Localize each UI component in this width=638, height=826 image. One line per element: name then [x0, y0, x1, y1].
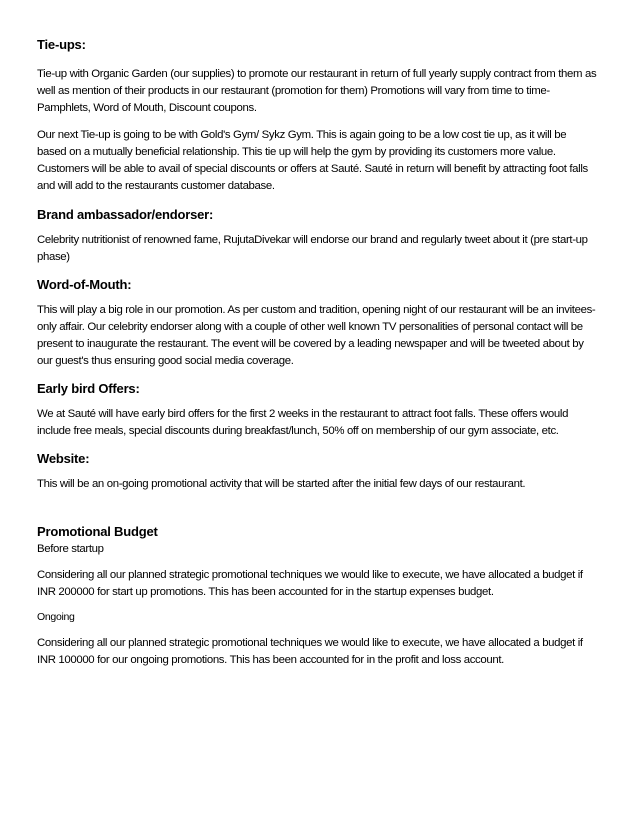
word-of-mouth-heading: Word-of-Mouth:: [37, 277, 132, 292]
website-heading: Website:: [37, 451, 90, 466]
document-page: [37, 36, 597, 669]
early-bird-heading: Early bird Offers:: [37, 381, 140, 396]
before-startup-paragraph: Considering all our planned strategic promotional techniques we would like to execute, we have allocated a budget if INR 200000 for start up promotions. This has been accounted for in the startup expenses budget.: [37, 569, 583, 598]
tieups-paragraph-2: Our next Tie-up is going to be with Gold's Gym/ Sykz Gym. This is again going to be a low cost tie up, as it will be based on a mutually beneficial relationship. This tie up will help the gym by providing its customers more value. Customers will be able to avail of special discounts or offers at Sauté. Sauté in return will benefit by attracting foot falls and will add to the restaurants customer database.: [37, 129, 588, 192]
tieups-paragraph-1: Tie-up with Organic Garden (our supplies) to promote our restaurant in return of full yearly supply contract from them as well as mention of their products in our restaurant (promotion for them) Promotions will vary from time to time- Pamphlets, Word of Mouth, Discount coupons.: [37, 68, 597, 114]
tieups-heading: Tie-ups:: [37, 37, 86, 52]
brand-ambassador-heading: Brand ambassador/endorser:: [37, 207, 214, 222]
word-of-mouth-paragraph: This will play a big role in our promotion. As per custom and tradition, opening night of our restaurant will be an invitees-only affair. Our celebrity endorser along with a couple of other well known TV personalities of personal contact will be present to inaugurate the restaurant. The event will be covered by a leading newspaper and will be tweeted about by our guest's thus ensuring good social media coverage.: [37, 304, 596, 367]
early-bird-paragraph: We at Sauté will have early bird offers for the first 2 weeks in the restaurant to attract foot falls. These offers would include free meals, special discounts during breakfast/lunch, 50% off on membership of our gym associate, etc.: [37, 408, 569, 437]
brand-ambassador-paragraph: Celebrity nutritionist of renowned fame, RujutaDivekar will endorse our brand and regularly tweet about it (pre start-up phase): [37, 234, 588, 263]
promotional-budget-heading: Promotional Budget: [37, 524, 158, 539]
website-paragraph: This will be an on-going promotional activity that will be started after the initial few days of our restaurant.: [37, 478, 526, 490]
ongoing-paragraph: Considering all our planned strategic promotional techniques we would like to execute, we have allocated a budget if INR 100000 for our ongoing promotions. This has been accounted for in the profit and loss account.: [37, 637, 583, 666]
before-startup-label: Before startup: [37, 543, 104, 555]
ongoing-label: Ongoing: [37, 611, 75, 623]
